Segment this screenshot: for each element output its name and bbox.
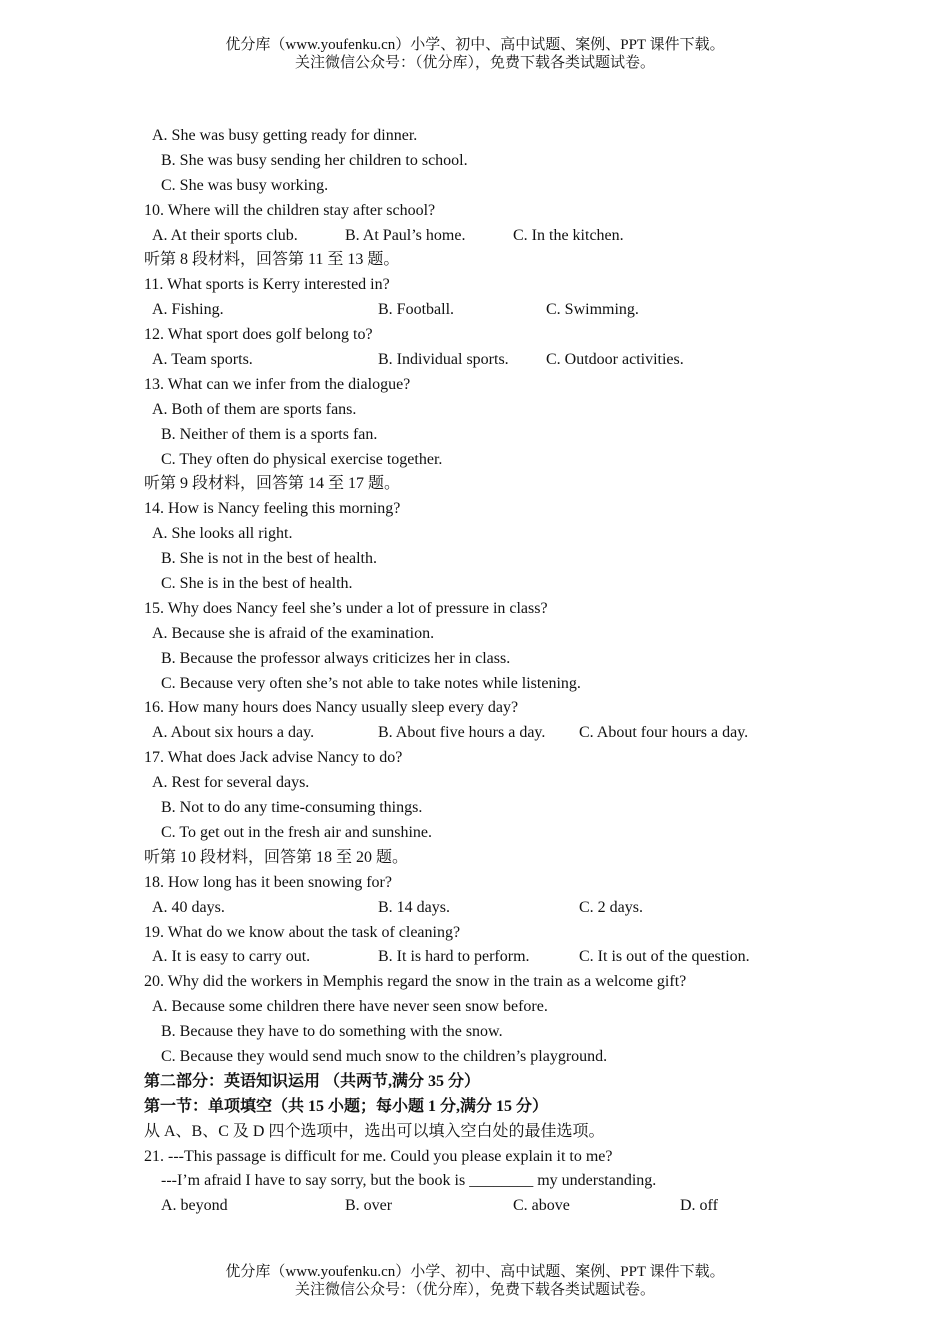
footer-line-1: 优分库（www.youfenku.cn）小学、初中、高中试题、案例、PPT 课件下载。	[225, 1264, 725, 1280]
question-13: 13. What can we infer from the dialogue?	[144, 375, 411, 393]
header-line-2: 关注微信公众号：（优分库），免费下载各类试题试卷。	[294, 55, 655, 71]
option-a: A. 40 days.	[152, 898, 225, 916]
option-b: B. Individual sports.	[378, 351, 509, 369]
question-16: 16. How many hours does Nancy usually sleep every day?	[144, 699, 519, 717]
option-line: C. Because they would send much snow to the children’s playground.	[161, 1047, 608, 1065]
page-header	[0, 36, 950, 72]
section-heading: 第一节：单项填空（共 15 小题；每小题 1 分,满分 15 分）	[144, 1097, 549, 1115]
option-c: C. 2 days.	[579, 898, 643, 916]
option-line: B. Because the professor always criticizes her in class.	[161, 649, 511, 667]
option-line: C. She was busy working.	[161, 176, 329, 194]
option-line: C. They often do physical exercise together.	[161, 450, 443, 468]
section-instruction: 听第 9 段材料，回答第 14 至 17 题。	[144, 475, 401, 493]
question-17: 17. What does Jack advise Nancy to do?	[144, 749, 403, 767]
section-instruction: 从 A、B、C 及 D 四个选项中，选出可以填入空白处的最佳选项。	[144, 1122, 605, 1140]
question-15: 15. Why does Nancy feel she’s under a lot of pressure in class?	[144, 599, 548, 617]
option-line: A. Because some children there have never seen snow before.	[152, 998, 548, 1016]
question-21-reply: ---I’m afraid I have to say sorry, but the book is ________ my understanding.	[161, 1172, 657, 1190]
option-line: A. She was busy getting ready for dinner.	[152, 127, 418, 144]
question-11: 11. What sports is Kerry interested in?	[144, 276, 390, 294]
section-instruction: 听第 10 段材料，回答第 18 至 20 题。	[144, 848, 409, 866]
option-line: A. Both of them are sports fans.	[152, 400, 357, 418]
options-row-16	[144, 721, 784, 746]
option-c: C. Swimming.	[546, 301, 639, 319]
option-line: C. Because very often she’s not able to take notes while listening.	[161, 674, 581, 692]
options-row-21	[144, 1194, 784, 1219]
option-a: A. beyond	[161, 1197, 228, 1215]
option-line: C. To get out in the fresh air and sunshine.	[161, 823, 432, 841]
footer-line-2: 关注微信公众号：（优分库），免费下载各类试题试卷。	[294, 1282, 655, 1298]
option-line: B. She is not in the best of health.	[161, 550, 377, 568]
option-line: B. Because they have to do something with the snow.	[161, 1023, 503, 1041]
option-c: C. above	[513, 1197, 570, 1215]
option-b: B. About five hours a day.	[378, 724, 546, 742]
question-19: 19. What do we know about the task of cleaning?	[144, 923, 461, 941]
option-c: C. It is out of the question.	[579, 948, 750, 966]
option-b: B. over	[345, 1197, 393, 1215]
question-14: 14. How is Nancy feeling this morning?	[144, 500, 401, 518]
options-row-11	[144, 298, 784, 323]
question-10: 10. Where will the children stay after school?	[144, 201, 436, 219]
options-row-12	[144, 348, 784, 373]
option-c: C. In the kitchen.	[513, 226, 624, 244]
option-line: A. She looks all right.	[152, 525, 293, 543]
option-b: B. At Paul’s home.	[345, 226, 466, 244]
question-20: 20. Why did the workers in Memphis regard the snow in the train as a welcome gift?	[144, 973, 687, 991]
option-b: B. 14 days.	[378, 898, 450, 916]
option-line: B. She was busy sending her children to school.	[161, 151, 468, 169]
option-line: A. Rest for several days.	[152, 774, 310, 792]
option-line: B. Neither of them is a sports fan.	[161, 425, 378, 443]
exam-content	[144, 124, 784, 1219]
option-line: A. Because she is afraid of the examination.	[152, 624, 435, 642]
option-line: C. She is in the best of health.	[161, 575, 353, 593]
option-a: A. It is easy to carry out.	[152, 948, 311, 966]
option-c: C. About four hours a day.	[579, 724, 749, 742]
option-a: A. About six hours a day.	[152, 724, 315, 742]
option-d: D. off	[680, 1197, 718, 1215]
question-12: 12. What sport does golf belong to?	[144, 326, 373, 344]
option-b: B. It is hard to perform.	[378, 948, 530, 966]
option-line: B. Not to do any time-consuming things.	[161, 799, 423, 817]
section-instruction: 听第 8 段材料，回答第 11 至 13 题。	[144, 251, 400, 269]
options-row-18	[144, 896, 784, 921]
option-a: A. At their sports club.	[152, 226, 298, 244]
option-a: A. Team sports.	[152, 351, 253, 369]
options-row-10	[144, 224, 784, 249]
header-line-1: 优分库（www.youfenku.cn）小学、初中、高中试题、案例、PPT 课件下载。	[225, 37, 725, 53]
question-21: 21. ---This passage is difficult for me. Could you please explain it to me?	[144, 1147, 613, 1165]
question-18: 18. How long has it been snowing for?	[144, 873, 392, 891]
options-row-19	[144, 945, 784, 970]
part-heading: 第二部分：英语知识运用 （共两节,满分 35 分）	[144, 1072, 481, 1090]
option-a: A. Fishing.	[152, 301, 224, 319]
option-c: C. Outdoor activities.	[546, 351, 684, 369]
option-b: B. Football.	[378, 301, 455, 319]
page-footer	[0, 1263, 950, 1299]
